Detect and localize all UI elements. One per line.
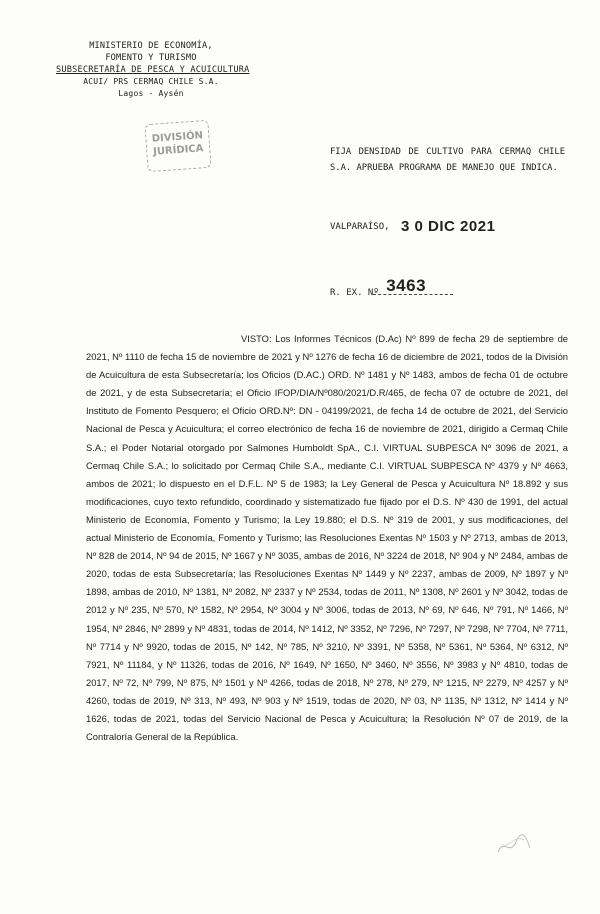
division-stamp	[144, 120, 211, 172]
place-label: VALPARAÍSO,	[330, 222, 390, 232]
resolution-number: 3463	[386, 276, 427, 295]
rex-label: R. EX. Nº	[330, 288, 379, 298]
document-subject: FIJA DENSIDAD DE CULTIVO PARA CERMAQ CHILE S.A. APRUEBA PROGRAMA DE MANEJO QUE INDICA.	[330, 147, 565, 173]
ministry-name-cont: FOMENTO Y TURISMO	[105, 53, 197, 63]
issuer-header	[56, 40, 250, 100]
file-reference: ACUI/ PRS CERMAQ CHILE S.A.	[83, 77, 219, 86]
stamp-line-1: DIVISIÓN	[151, 130, 204, 145]
visto-label: VISTO:	[241, 333, 276, 344]
date-line	[330, 218, 495, 235]
visto-paragraph	[86, 330, 568, 746]
subsecretariat-name: SUBSECRETARÍA DE PESCA Y ACUICULTURA	[56, 65, 250, 75]
date-stamp: 3 0 DIC 2021	[401, 218, 496, 235]
resolution-number-line	[330, 276, 453, 300]
ministry-name: MINISTERIO DE ECONOMÍA,	[89, 41, 213, 51]
visto-body: Los Informes Técnicos (D.Ac) Nº 899 de fecha 29 de septiembre de 2021, Nº 1110 de fecha 15 de noviembre de 2021 y Nº 1276 de fecha 16 de diciembre de 2021, todos de la División de Acuicultura de esta Subsecretaría; los Oficios (D.AC.) ORD. Nº 1481 y Nº 1483, ambos de fecha 01 de octubre de 2021, y de esta Subsecretaría; el Oficio IFOP/DIA/Nº080/2021/D.R/465, de fecha 07 de octubre de 2021, del Instituto de Fomento Pesquero; el Oficio ORD.Nº: DN - 04199/2021, de fecha 14 de octubre de 2021, del Servicio Nacional de Pesca y Acuicultura; el correo electrónico de fecha 16 de noviembre de 2021, dirigido a Cermaq Chile S.A.; el Poder Notarial otorgado por Salmones Humboldt SpA., C.I. VIRTUAL SUBPESCA Nº 3096 de 2021, a Cermaq Chile S.A.; lo solicitado por Cermaq Chile S.A., mediante C.I. VIRTUAL SUBPESCA Nº 4379 y Nº 4663, ambos de 2021; lo dispuesto en el D.F.L. Nº 5 de 1983; la Ley General de Pesca y Acuicultura Nº 18.892 y sus modificaciones, cuyo texto refundido, coordinado y sistematizado fue fijado por el D.S. Nº 430 de 1991, del actual Ministerio de Economía, Fomento y Turismo; la Ley 19.880; el D.S. Nº 319 de 2001, y sus modificaciones, del actual Ministerio de Economía, Fomento y Turismo; las Resoluciones Exentas Nº 1503 y Nº 2713, ambas de 2013, Nº 828 de 2014, Nº 94 de 2015, Nº 1667 y Nº 3035, ambas de 2016, Nº 3224 de 2018, Nº 904 y Nº 2484, ambas de 2020, todas de esta Subsecretaría; las Resoluciones Exentas Nº 1449 y Nº 2237, ambas de 2009, Nº 1897 y Nº 1898, ambas de 2010, Nº 1381, Nº 2082, Nº 2337 y Nº 2534, todas de 2011, Nº 1308, Nº 2601 y Nº 3042, todas de 2012 y Nº 235, Nº 570, Nº 1582, Nº 2954, Nº 3004 y Nº 3006, todas de 2013, Nº 69, Nº 646, Nº 791, Nº 1466, Nº 1954, Nº 2846, Nº 2899 y Nº 4831, todas de 2014, Nº 1412, Nº 3352, Nº 7296, Nº 7297, Nº 7298, Nº 7704, Nº 7711, Nº 7714 y Nº 9920, todas de 2015, Nº 142, Nº 785, Nº 3210, Nº 3391, Nº 5358, Nº 5361, Nº 5364, Nº 6312, Nº 7921, Nº 11184, y Nº 11326, todas de 2016, Nº 1649, Nº 1650, Nº 3460, Nº 3556, Nº 3983 y Nº 4810, todas de 2017, Nº 72, Nº 799, Nº 875, Nº 1501 y Nº 4266, todas de 2018, Nº 278, Nº 279, Nº 1215, Nº 2279, Nº 4257 y Nº 4260, todas de 2019, Nº 313, Nº 493, Nº 903 y Nº 1519, todas de 2020, Nº 03, Nº 1135, Nº 1312, Nº 1414 y Nº 1626, todas de 2021, todas del Servicio Nacional de Pesca y Acuicultura; la Resolución Nº 07 de 2019, de la Contraloría General de la República.	[86, 333, 569, 743]
signature-mark	[494, 830, 534, 860]
stamp-line-2: JURÍDICA	[152, 143, 204, 158]
region-label: Lagos - Aysén	[118, 89, 184, 98]
